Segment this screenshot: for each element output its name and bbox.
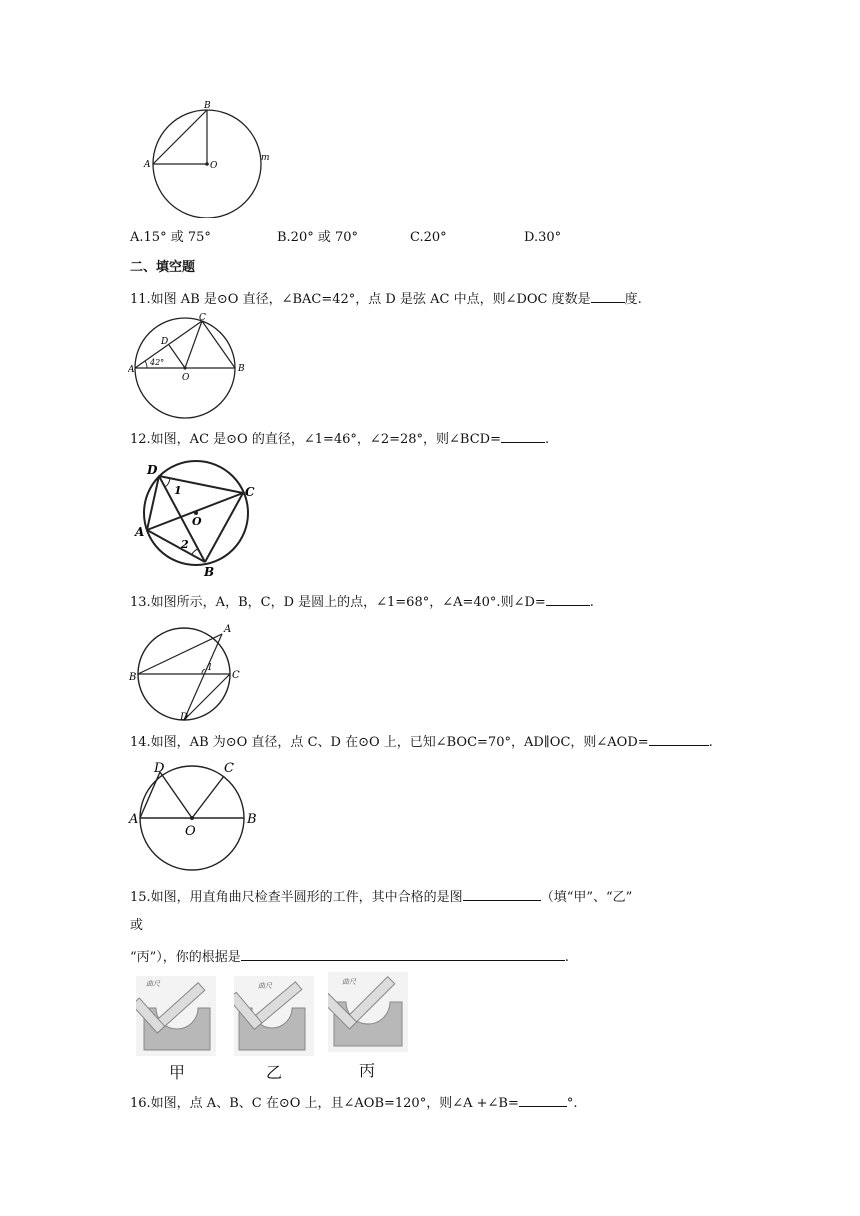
q15-tool-label-3: 曲尺 — [342, 978, 356, 986]
q11-label-A: A — [128, 365, 135, 375]
q15-line1 — [130, 888, 632, 906]
q12-label-one: 1 — [174, 484, 182, 497]
q14-figure — [128, 758, 266, 876]
q13-label-C: C — [232, 670, 240, 681]
q15-reason-end: . — [564, 950, 569, 965]
q12-text — [130, 430, 549, 448]
q11-answer-blank[interactable] — [591, 290, 625, 303]
q14-label-O: O — [185, 824, 196, 839]
q13-figure — [128, 616, 246, 722]
q10-label-B: B — [204, 101, 211, 111]
q14-stem: 14.如图，AB 为⊙O 直径，点 C、D 在⊙O 上，已知∠BOC=70°，AD∥OC，则∠AOD= — [130, 735, 649, 750]
q15-stem: 15.如图，用直角曲尺检查半圆形的工件，其中合格的是图 — [130, 890, 463, 905]
q10-figure — [140, 98, 280, 218]
q11-label-B: B — [238, 364, 245, 374]
q13-stem: 13.如图所示，A，B，C，D 是圆上的点，∠1=68°，∠A=40°.则∠D= — [130, 595, 546, 610]
q16-text — [130, 1094, 578, 1112]
q13-stem-end: . — [589, 595, 594, 610]
q14-label-D: D — [154, 761, 165, 776]
q10-label-O: O — [210, 161, 218, 171]
q13-label-A: A — [224, 624, 232, 635]
q10-option-c: C.20° — [410, 230, 447, 245]
q15-caption-bing: 丙 — [359, 1061, 376, 1080]
q14-label-A: A — [129, 812, 139, 827]
section-title: 二、填空题 — [130, 260, 196, 275]
q15-reason-prompt: “丙”），你的根据是 — [130, 950, 241, 965]
q13-label-B: B — [129, 672, 137, 683]
q12-answer-blank[interactable] — [501, 430, 545, 443]
q15-tool-label-2: 曲尺 — [258, 982, 272, 990]
q12-label-A: A — [135, 525, 145, 539]
q15-answer-blank-2[interactable] — [241, 948, 565, 961]
q11-label-C: C — [199, 313, 206, 323]
q12-label-D: D — [147, 463, 158, 477]
q11-stem-end: 度. — [624, 292, 642, 307]
q15-stem-hint: （填“甲”、“乙” — [540, 890, 633, 905]
q11-figure — [128, 312, 253, 420]
q15-tool-label-1: 曲尺 — [146, 980, 160, 988]
q15-figure-jia — [136, 976, 216, 1056]
q11-text — [130, 290, 642, 308]
q13-answer-blank[interactable] — [546, 593, 590, 606]
q11-label-angle: 42° — [150, 358, 165, 367]
q12-stem-end: . — [544, 432, 550, 447]
q11-stem: 11.如图 AB 是⊙O 直径，∠BAC=42°，点 D 是弦 AC 中点，则∠DOC 度数是 — [130, 292, 591, 307]
q10-option-a: A.15° 或 75° — [130, 230, 211, 245]
q16-answer-blank[interactable] — [519, 1094, 567, 1107]
q14-stem-end: . — [708, 735, 713, 750]
q14-label-C: C — [224, 761, 234, 776]
q15-caption-jia: 甲 — [169, 1063, 186, 1082]
q15-figure-bing — [328, 972, 408, 1052]
q12-stem: 12.如图，AC 是⊙O 的直径，∠1=46°，∠2=28°，则∠BCD= — [130, 432, 501, 447]
q14-label-B: B — [247, 812, 257, 827]
q10-label-A: A — [144, 160, 151, 170]
q12-label-C: C — [245, 485, 255, 499]
q15-line3 — [130, 948, 569, 966]
q11-label-O: O — [182, 373, 190, 383]
q10-option-d: D.30° — [524, 230, 562, 245]
q15-caption-yi: 乙 — [266, 1063, 283, 1082]
q14-answer-blank[interactable] — [649, 733, 709, 746]
q12-label-B: B — [204, 565, 215, 579]
q10-option-b: B.20° 或 70° — [277, 230, 359, 245]
q15-line2: 或 — [130, 918, 144, 933]
q14-text — [130, 733, 713, 751]
q12-label-two: 2 — [181, 538, 189, 551]
q15-figure-yi — [234, 976, 314, 1056]
q16-stem-end: °. — [566, 1096, 578, 1111]
q11-label-D: D — [161, 337, 169, 347]
q13-text — [130, 593, 594, 611]
q13-label-one: 1 — [207, 663, 213, 673]
q12-figure — [132, 456, 262, 580]
q12-label-O: O — [192, 515, 202, 528]
q13-label-D: D — [180, 712, 189, 722]
q10-label-m: m — [261, 153, 270, 163]
q16-stem: 16.如图，点 A、B、C 在⊙O 上，且∠AOB=120°，则∠A +∠B= — [130, 1096, 519, 1111]
q15-answer-blank-1[interactable] — [463, 888, 541, 901]
